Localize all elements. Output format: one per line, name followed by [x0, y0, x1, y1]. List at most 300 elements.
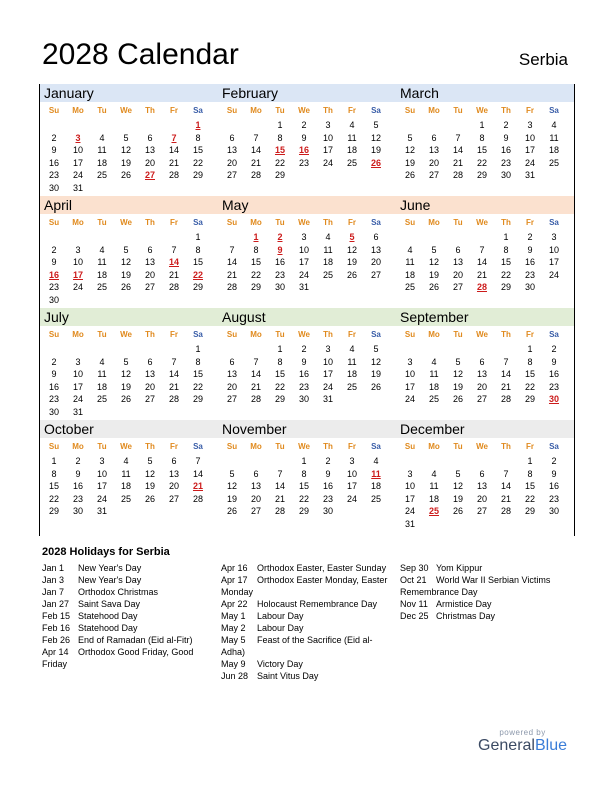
date-cell: 30: [48, 183, 59, 193]
weekday-label: We: [476, 330, 488, 339]
weekday-header-row: [396, 440, 574, 453]
weekday-header-row: [396, 104, 574, 117]
date-cell: 5: [373, 344, 379, 354]
date-cell: 3: [75, 356, 81, 367]
date-cell: 3: [551, 232, 557, 242]
date-cell: 13: [250, 481, 261, 492]
date-cell: 10: [548, 244, 559, 255]
date-cell: 23: [48, 394, 59, 405]
brand-name: [478, 737, 567, 755]
date-cell: 23: [298, 157, 309, 168]
holiday-item: [42, 610, 218, 622]
date-cell: 17: [548, 257, 559, 268]
date-cell: 27: [144, 394, 155, 405]
weekday-label: Tu: [453, 442, 463, 451]
holiday-column-1: [42, 562, 218, 670]
weekday-label: Su: [226, 218, 238, 227]
date-cell: 24: [548, 269, 559, 280]
date-cell: 11: [323, 244, 333, 255]
date-cell: 1: [503, 232, 509, 242]
weekday-label: Sa: [193, 442, 203, 451]
weekday-header-row: [396, 216, 574, 229]
weekday-label: We: [120, 330, 132, 339]
holiday-date-cell: 15: [274, 145, 285, 156]
holiday-item: [221, 574, 393, 598]
date-cell: 27: [370, 269, 381, 280]
holiday-item: [221, 670, 393, 682]
month-name: November: [218, 420, 396, 438]
date-cell: 4: [373, 456, 379, 466]
date-cell: 13: [476, 481, 487, 492]
date-cell: 2: [301, 344, 307, 354]
date-cell: 8: [195, 132, 201, 143]
weekday-label: Mo: [428, 330, 440, 339]
holiday-name: Orthodox Christmas: [78, 587, 159, 597]
date-cell: 27: [226, 170, 237, 181]
date-cell: 18: [428, 493, 439, 504]
date-cell: 4: [99, 356, 105, 367]
date-cell: 4: [325, 232, 331, 242]
month-november: [218, 420, 396, 532]
date-cell: 10: [298, 244, 309, 255]
weekday-label: Su: [48, 106, 60, 115]
holiday-date: May 9: [221, 659, 246, 669]
date-cell: 17: [322, 145, 333, 156]
holidays-title: 2028 Holidays for Serbia: [42, 546, 170, 558]
date-cell: 5: [373, 120, 379, 130]
weekday-header-row: [218, 440, 396, 453]
weekday-label: Th: [145, 442, 155, 451]
date-cell: 30: [298, 394, 309, 405]
date-cell: 29: [274, 170, 285, 181]
date-cell: 29: [250, 282, 261, 293]
date-cell: 14: [168, 369, 179, 380]
date-cell: 19: [404, 157, 415, 168]
date-cell: 3: [325, 120, 331, 130]
date-cell: 8: [195, 356, 201, 367]
month-march: [396, 84, 574, 196]
holiday-item: [42, 562, 218, 574]
date-cell: 24: [72, 282, 83, 293]
date-cell: 11: [121, 468, 131, 479]
weekday-label: We: [476, 106, 488, 115]
date-cell: 16: [548, 369, 559, 380]
weekday-label: Su: [404, 106, 416, 115]
holiday-date-cell: 26: [370, 157, 381, 168]
date-cell: 25: [96, 170, 107, 181]
date-cell: 19: [370, 369, 381, 380]
weekday-label: Th: [501, 218, 511, 227]
date-cell: 15: [476, 145, 487, 156]
calendar-grid: [39, 84, 575, 536]
date-cell: 23: [548, 381, 559, 392]
weekday-label: Tu: [275, 106, 285, 115]
holiday-item: [221, 634, 393, 658]
weekday-label: Su: [48, 330, 60, 339]
date-cell: 9: [325, 468, 331, 479]
date-cell: 5: [123, 356, 129, 367]
date-cell: 26: [428, 282, 439, 293]
holiday-date: Feb 26: [42, 635, 71, 645]
date-cell: 21: [250, 381, 261, 392]
date-cell: 15: [192, 145, 203, 156]
date-cell: 1: [277, 344, 283, 354]
date-cell: 18: [96, 381, 107, 392]
date-cell: 29: [298, 506, 309, 517]
weekday-label: Sa: [371, 218, 381, 227]
month-july: [40, 308, 218, 420]
weekday-label: Th: [501, 330, 511, 339]
date-cell: 26: [370, 381, 381, 392]
weekday-label: We: [298, 106, 310, 115]
date-cell: 24: [404, 394, 415, 405]
date-cell: 28: [250, 394, 261, 405]
date-cell: 7: [253, 132, 259, 143]
date-cell: 12: [144, 468, 155, 479]
holiday-date-cell: 30: [548, 394, 559, 405]
date-cell: 1: [479, 120, 485, 130]
date-cell: 9: [51, 369, 57, 380]
month-name: July: [40, 308, 218, 326]
date-cell: 25: [346, 157, 357, 168]
date-cell: 8: [503, 244, 509, 255]
holiday-date-cell: 9: [277, 244, 283, 255]
date-cell: 23: [548, 493, 559, 504]
date-cell: 2: [75, 456, 81, 466]
date-cell: 22: [274, 381, 285, 392]
weekday-label: Su: [404, 442, 416, 451]
weekday-label: Tu: [97, 218, 107, 227]
weekday-label: Tu: [275, 442, 285, 451]
date-cell: 27: [144, 282, 155, 293]
holiday-date: Jan 3: [42, 575, 65, 585]
date-cell: 24: [96, 493, 107, 504]
date-cell: 19: [370, 145, 381, 156]
date-cell: 29: [500, 282, 511, 293]
weekday-header-row: [40, 440, 218, 453]
weekday-label: We: [298, 442, 310, 451]
weekday-label: Mo: [250, 218, 262, 227]
holiday-date-cell: 1: [195, 120, 201, 130]
date-cell: 20: [428, 157, 439, 168]
date-cell: 25: [404, 282, 415, 293]
date-cell: 8: [51, 468, 57, 479]
date-cell: 5: [229, 468, 235, 479]
month-name: May: [218, 196, 396, 214]
date-cell: 14: [250, 369, 261, 380]
weekday-label: Mo: [72, 218, 84, 227]
date-cell: 14: [192, 468, 203, 479]
date-cell: 28: [452, 170, 463, 181]
country-label: Serbia: [518, 50, 568, 69]
holiday-date: Jan 7: [42, 587, 65, 597]
month-september: [396, 308, 574, 420]
date-cell: 24: [404, 506, 415, 517]
date-cell: 5: [123, 244, 129, 255]
holiday-name: Labour Day: [257, 611, 304, 621]
weekday-label: Tu: [97, 442, 107, 451]
holiday-date-cell: 17: [72, 269, 83, 280]
date-cell: 14: [250, 145, 261, 156]
date-cell: 25: [322, 269, 333, 280]
date-cell: 17: [72, 381, 83, 392]
holiday-item: [221, 658, 393, 670]
weekday-label: Tu: [275, 218, 285, 227]
holiday-date-cell: 3: [75, 132, 81, 143]
weekday-label: Su: [226, 106, 238, 115]
month-name: December: [396, 420, 574, 438]
holiday-date: Sep 30: [400, 563, 429, 573]
weekday-header-row: [218, 216, 396, 229]
date-cell: 13: [226, 145, 237, 156]
date-cell: 12: [404, 145, 415, 156]
date-cell: 4: [123, 456, 129, 466]
weekday-label: Fr: [348, 106, 356, 115]
holiday-date: May 2: [221, 623, 246, 633]
date-cell: 28: [168, 394, 179, 405]
holiday-date: Apr 16: [221, 563, 248, 573]
date-cell: 28: [500, 506, 511, 517]
date-cell: 1: [527, 456, 533, 466]
weekday-label: Tu: [453, 106, 463, 115]
date-cell: 8: [277, 132, 283, 143]
date-cell: 9: [551, 356, 557, 367]
date-cell: 31: [322, 394, 333, 405]
weekday-label: Sa: [371, 106, 381, 115]
holiday-name: Yom Kippur: [436, 563, 483, 573]
date-cell: 19: [452, 493, 463, 504]
date-cell: 17: [298, 257, 309, 268]
date-cell: 28: [250, 170, 261, 181]
date-cell: 7: [479, 244, 485, 255]
date-cell: 20: [144, 157, 155, 168]
date-cell: 29: [192, 394, 203, 405]
date-cell: 12: [346, 244, 357, 255]
date-cell: 29: [192, 282, 203, 293]
date-cell: 25: [428, 394, 439, 405]
weekday-label: Fr: [170, 442, 178, 451]
date-cell: 19: [428, 269, 439, 280]
date-cell: 4: [407, 244, 413, 255]
date-cell: 1: [195, 344, 201, 354]
date-cell: 20: [144, 381, 155, 392]
date-cell: 4: [431, 468, 437, 479]
date-cell: 31: [404, 519, 415, 529]
holiday-name: Statehood Day: [78, 623, 138, 633]
holiday-item: [42, 634, 218, 646]
date-cell: 23: [322, 493, 333, 504]
date-cell: 10: [72, 257, 83, 268]
weekday-label: Th: [501, 442, 511, 451]
date-cell: 24: [72, 170, 83, 181]
date-cell: 7: [195, 456, 201, 466]
date-cell: 6: [229, 356, 235, 367]
date-cell: 9: [301, 356, 307, 367]
date-cell: 16: [298, 369, 309, 380]
weekday-label: Tu: [453, 330, 463, 339]
date-cell: 24: [298, 269, 309, 280]
date-cell: 25: [96, 282, 107, 293]
holiday-date-cell: 21: [192, 481, 203, 492]
month-name: April: [40, 196, 218, 214]
weekday-label: Fr: [526, 330, 534, 339]
date-cell: 4: [551, 120, 557, 130]
month-october: [40, 420, 218, 532]
date-cell: 13: [428, 145, 439, 156]
date-cell: 21: [500, 493, 511, 504]
date-cell: 18: [370, 481, 381, 492]
weekday-label: Th: [323, 218, 333, 227]
brand-name-general: General: [478, 737, 535, 754]
holiday-name: World War II Serbian Victims Remembrance Day: [400, 575, 551, 597]
date-cell: 25: [548, 157, 559, 168]
date-cell: 16: [48, 157, 59, 168]
weekday-label: Mo: [428, 106, 440, 115]
date-cell: 4: [99, 244, 105, 255]
date-cell: 11: [429, 369, 439, 380]
weekday-label: Fr: [526, 442, 534, 451]
date-cell: 14: [274, 481, 285, 492]
month-name: February: [218, 84, 396, 102]
page-title: 2028 Calendar: [42, 38, 239, 71]
date-cell: 18: [96, 269, 107, 280]
weekday-label: Th: [323, 106, 333, 115]
weekday-label: Mo: [250, 330, 262, 339]
date-cell: 28: [168, 170, 179, 181]
date-cell: 8: [195, 244, 201, 255]
date-cell: 3: [325, 344, 331, 354]
holiday-item: [42, 574, 218, 586]
date-cell: 6: [147, 244, 153, 255]
date-cell: 25: [346, 381, 357, 392]
date-cell: 14: [226, 257, 237, 268]
weekday-label: We: [120, 106, 132, 115]
date-cell: 18: [404, 269, 415, 280]
date-cell: 6: [147, 356, 153, 367]
date-cell: 8: [253, 244, 259, 255]
month-january: [40, 84, 218, 196]
weekday-label: Mo: [428, 442, 440, 451]
holiday-item: [400, 610, 570, 622]
date-cell: 8: [301, 468, 307, 479]
date-cell: 23: [274, 269, 285, 280]
date-cell: 4: [99, 132, 105, 143]
weekday-label: Sa: [193, 330, 203, 339]
date-cell: 27: [250, 506, 261, 517]
date-cell: 21: [274, 493, 285, 504]
date-cell: 11: [549, 132, 559, 143]
weekday-label: Su: [48, 442, 60, 451]
weekday-label: Fr: [348, 330, 356, 339]
date-cell: 28: [192, 493, 203, 504]
date-cell: 7: [253, 356, 259, 367]
date-cell: 20: [226, 157, 237, 168]
holiday-date-cell: 5: [349, 232, 355, 242]
holiday-name: Feast of the Sacrifice (Eid al-Adha): [221, 635, 373, 657]
date-cell: 31: [72, 183, 83, 193]
powered-by-label: powered by: [499, 728, 546, 737]
holiday-date: Dec 25: [400, 611, 429, 621]
date-cell: 2: [325, 456, 331, 466]
date-cell: 6: [431, 132, 437, 143]
holiday-item: [42, 586, 218, 598]
date-cell: 28: [500, 394, 511, 405]
date-cell: 13: [226, 369, 237, 380]
date-cell: 3: [75, 244, 81, 255]
date-cell: 3: [99, 456, 105, 466]
holiday-date: Jun 28: [221, 671, 249, 681]
date-cell: 12: [120, 369, 131, 380]
date-cell: 19: [452, 381, 463, 392]
weekday-label: Sa: [549, 218, 559, 227]
date-cell: 9: [527, 244, 533, 255]
date-cell: 13: [476, 369, 487, 380]
date-cell: 18: [120, 481, 131, 492]
date-cell: 14: [452, 145, 463, 156]
weekday-header-row: [218, 328, 396, 341]
month-february: [218, 84, 396, 196]
date-cell: 6: [147, 132, 153, 143]
date-cell: 26: [452, 394, 463, 405]
date-cell: 31: [96, 506, 107, 517]
weekday-label: Tu: [97, 330, 107, 339]
weekday-label: Mo: [428, 218, 440, 227]
date-cell: 26: [120, 394, 131, 405]
date-cell: 3: [527, 120, 533, 130]
weekday-header-row: [396, 328, 574, 341]
holiday-name: Saint Vitus Day: [257, 671, 319, 681]
weekday-header-row: [218, 104, 396, 117]
weekday-label: Sa: [371, 442, 381, 451]
date-cell: 19: [144, 481, 155, 492]
month-name: September: [396, 308, 574, 326]
holiday-date: Apr 17: [221, 575, 248, 585]
date-cell: 15: [192, 369, 203, 380]
date-cell: 10: [404, 481, 415, 492]
date-cell: 16: [500, 145, 511, 156]
month-name: January: [40, 84, 218, 102]
date-cell: 14: [168, 145, 179, 156]
date-cell: 22: [524, 493, 535, 504]
date-cell: 2: [51, 244, 57, 255]
date-cell: 3: [301, 232, 307, 242]
holiday-date-cell: 14: [168, 257, 179, 268]
date-cell: 30: [500, 170, 511, 181]
holiday-column-3: [400, 562, 570, 622]
date-cell: 18: [96, 157, 107, 168]
weekday-label: We: [298, 218, 310, 227]
holiday-date-cell: 16: [48, 269, 59, 280]
date-cell: 27: [428, 170, 439, 181]
date-cell: 30: [322, 506, 333, 517]
date-cell: 31: [524, 170, 535, 181]
date-cell: 21: [168, 381, 179, 392]
date-cell: 7: [455, 132, 461, 143]
holiday-item: [400, 562, 570, 574]
date-cell: 15: [500, 257, 511, 268]
date-cell: 29: [476, 170, 487, 181]
date-cell: 24: [346, 493, 357, 504]
date-cell: 31: [72, 407, 83, 417]
date-cell: 9: [503, 132, 509, 143]
holiday-name: Orthodox Easter, Easter Sunday: [257, 563, 387, 573]
weekday-label: Fr: [170, 330, 178, 339]
weekday-label: Su: [404, 330, 416, 339]
holiday-name: Statehood Day: [78, 611, 138, 621]
date-cell: 24: [322, 157, 333, 168]
holiday-item: [221, 622, 393, 634]
date-cell: 12: [226, 481, 237, 492]
